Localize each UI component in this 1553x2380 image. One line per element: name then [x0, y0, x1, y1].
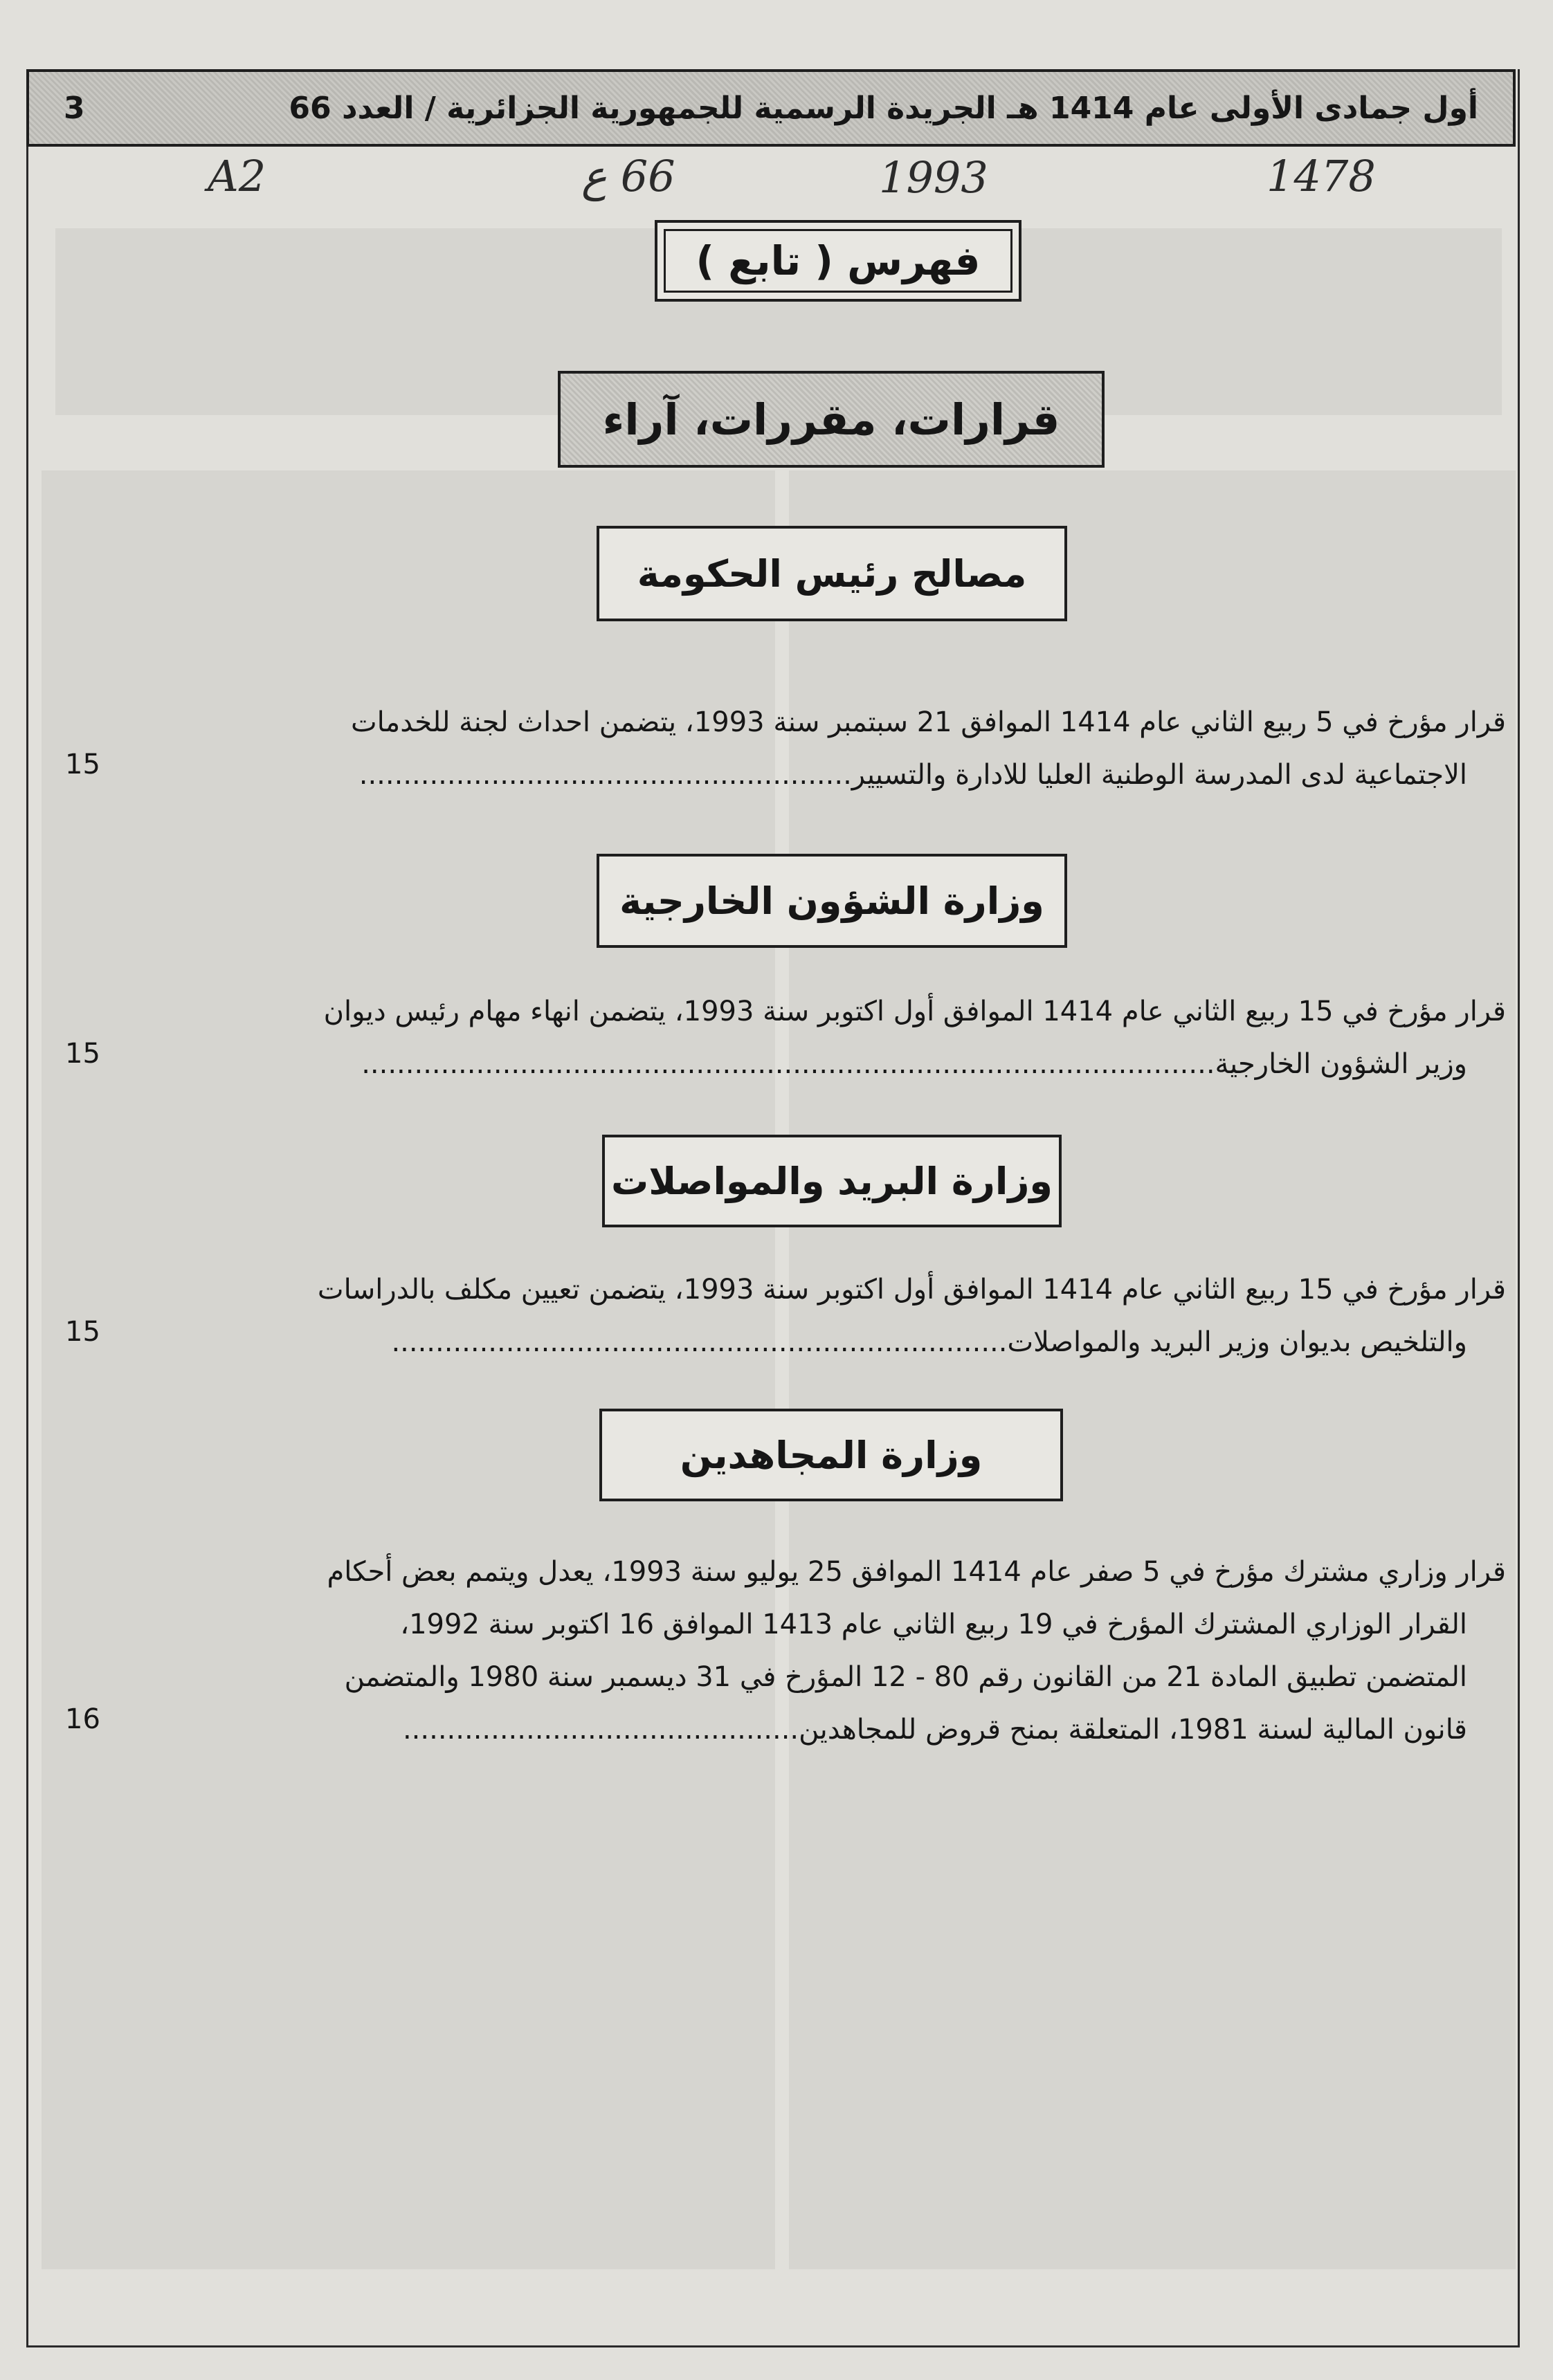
- entry-page-number: 15: [65, 749, 100, 780]
- handwritten-note: A2: [208, 151, 266, 201]
- section-title: قرارات، مقررات، آراء: [558, 371, 1105, 468]
- header-page-number: 3: [64, 90, 85, 126]
- ministry-heading: وزارة الشؤون الخارجية: [597, 854, 1067, 948]
- index-entry: قرار وزاري مشترك مؤرخ في 5 صفر عام 1414 الموافق 25 يوليو سنة 1993، يعدل ويتمم بعض أحكام القرار الوزاري المشترك المؤرخ في 19 ربيع الثاني عام 1413 الموافق 16 اكتوبر سنة 1992، المتضمن تطبيق المادة 21 من القانون رقم 80 - 12 المؤرخ في 31 ديسمبر سنة 1980 والمتضمن قانون المالية لسنة 1981، المتعلقة بمنح قروض للمجاهدين.............................................: [327, 1556, 1506, 1746]
- ministry-heading: وزارة البريد والمواصلات: [602, 1135, 1062, 1227]
- journal-header: [26, 69, 1516, 147]
- index-entry: قرار مؤرخ في 5 ربيع الثاني عام 1414 الموافق 21 سبتمبر سنة 1993، يتضمن احداث لجنة للخدمات الاجتماعية لدى المدرسة الوطنية العليا للادارة والتسيير........................................................: [350, 706, 1506, 791]
- ministry-heading: مصالح رئيس الحكومة: [597, 526, 1067, 621]
- index-entry: قرار مؤرخ في 15 ربيع الثاني عام 1414 الموافق أول اكتوبر سنة 1993، يتضمن انهاء مهام رئيس ديوان وزير الشؤون الخارجية.................................................................................................: [323, 996, 1506, 1080]
- entry-page-number: 15: [65, 1038, 100, 1070]
- entry-page-number: 15: [65, 1316, 100, 1348]
- ministry-heading: وزارة المجاهدين: [599, 1409, 1063, 1501]
- handwritten-note: 1993: [879, 152, 988, 203]
- index-entry: قرار مؤرخ في 15 ربيع الثاني عام 1414 الموافق أول اكتوبر سنة 1993، يتضمن تعيين مكلف بالدراسات والتلخيص بديوان وزير البريد والمواصلات......................................................................: [317, 1274, 1506, 1358]
- handwritten-note: 66 ع: [581, 151, 675, 201]
- header-journal-title: أول جمادى الأولى عام 1414 هـ الجريدة الرسمية للجمهورية الجزائرية / العدد 66: [289, 90, 1478, 126]
- index-title: فهرس ( تابع ): [655, 220, 1021, 302]
- entry-page-number: 16: [65, 1703, 100, 1735]
- handwritten-note: 1478: [1266, 151, 1376, 201]
